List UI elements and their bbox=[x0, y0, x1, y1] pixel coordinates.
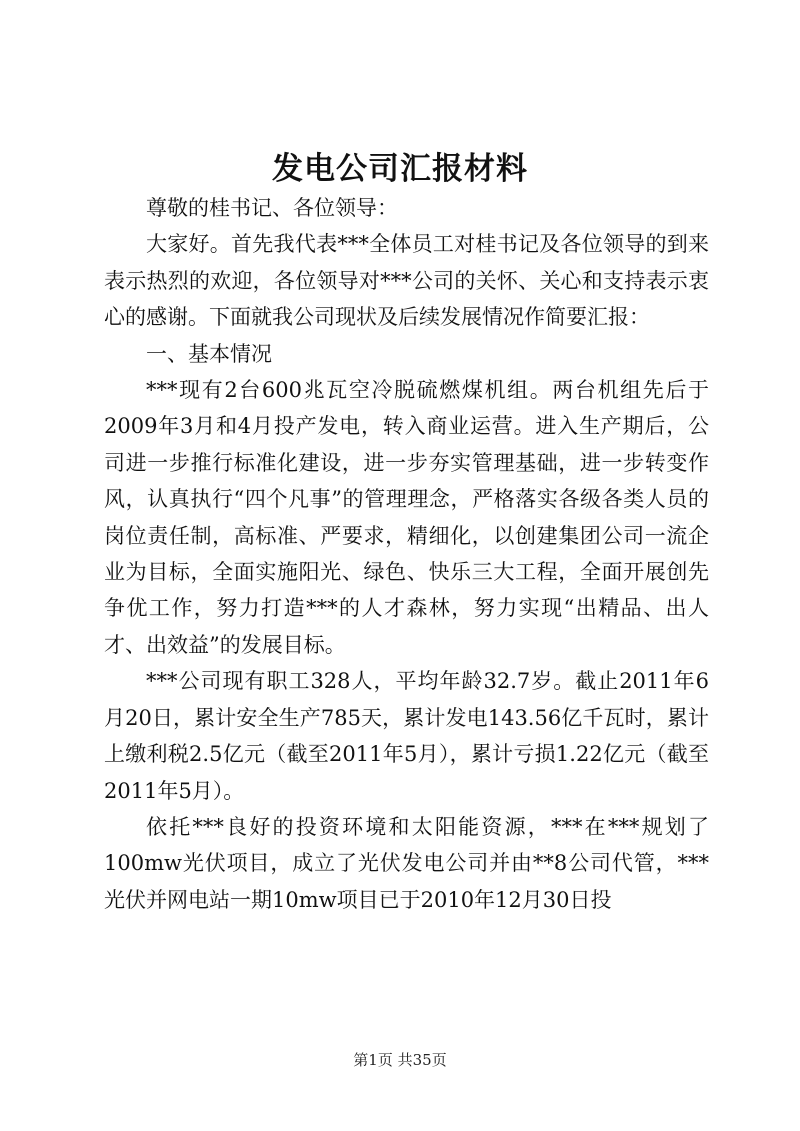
paragraph-staff-stats: ***公司现有职工328人，平均年龄32.7岁。截止2011年6月20日，累计安全生产785天，累计发电143.56亿千瓦时，累计上缴利税2.5亿元（截至2011年5月），累计亏损1.22亿元（截至2011年5月）。 bbox=[104, 669, 709, 803]
paragraph-greeting: 大家好。首先我代表***全体员工对桂书记及各位领导的到来表示热烈的欢迎，各位领导对***公司的关怀、关心和支持表示衷心的感谢。下面就我公司现状及后续发展情况作简要汇报： bbox=[104, 232, 709, 330]
document-body bbox=[104, 190, 709, 918]
page-footer: 第1页 共35页 bbox=[353, 1051, 447, 1069]
salutation: 尊敬的桂书记、各位领导： bbox=[146, 196, 398, 220]
section-heading-basic-info: 一、基本情况 bbox=[146, 341, 272, 366]
page-title: 发电公司汇报材料 bbox=[272, 151, 528, 187]
paragraph-solar-project: 依托***良好的投资环境和太阳能资源，***在***规划了100mw光伏项目，成立了光伏发电公司并由**8公司代管，***光伏并网电站一期10mw项目已于2010年12月30日投 bbox=[104, 814, 709, 912]
paragraph-overview: ***现有2台600兆瓦空冷脱硫燃煤机组。两台机组先后于2009年3月和4月投产发电，转入商业运营。进入生产期后，公司进一步推行标准化建设，进一步夯实管理基础，进一步转变作风，认真执行“四个凡事”的管理理念，严格落实各级各类人员的岗位责任制，高标准、严要求，精细化，以创建集团公司一流企业为目标，全面实施阳光、绿色、快乐三大工程，全面开展创先争优工作，努力打造***的人才森林，努力实现“出精品、出人才、出效益”的发展目标。 bbox=[104, 378, 709, 657]
